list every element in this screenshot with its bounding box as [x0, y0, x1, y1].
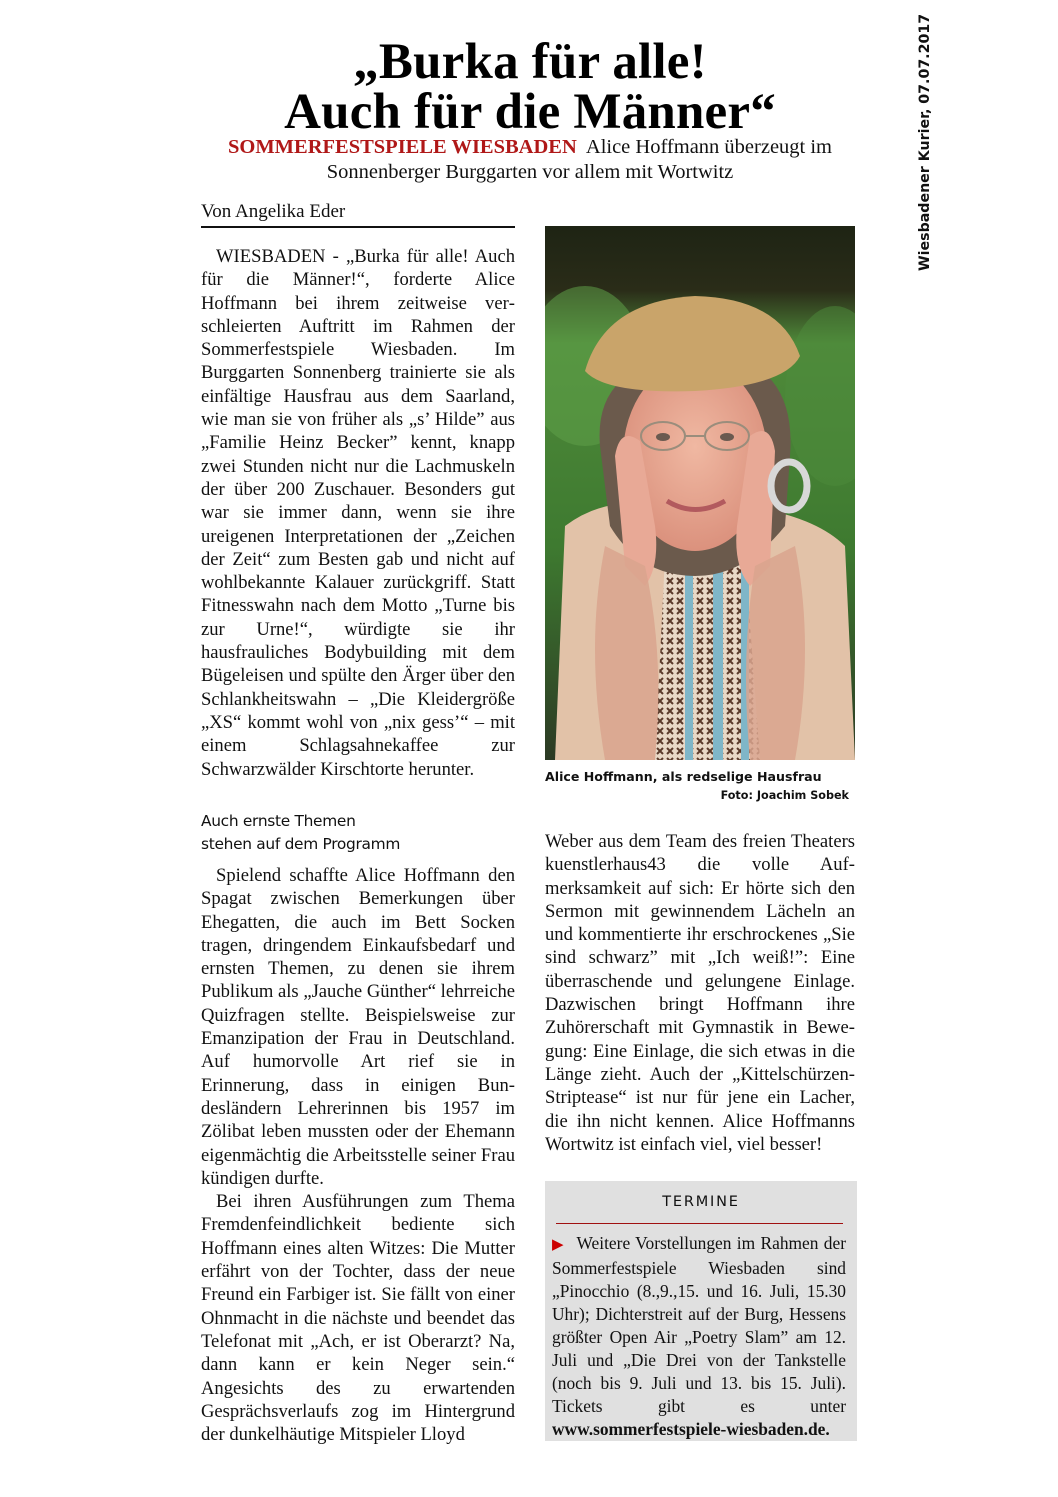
- article-paragraph-2: Spielend schaffte Alice Hoffmann den Spagat zwischen Bemerkungen über Ehegatten, die auch im Bett Socken tragen, dringendem Einkaufsbedarf und ernsten Themen, zu denen sie ihrem Publikum als „Jauche Günther“ lehrreiche Quizfragen stellte. Beispielsweise zur Emanzipation der Frau in Deutschland. Auf humorvolle Art rief sie in Erinnerung, dass in einigen Bundesländern Lehrerinnen bis 1957 im Zölibat leben mussten oder der Ehemann eigenmächtig die Arbeitsstelle seiner Frau kündigen durfte.: [201, 865, 515, 1189]
- article-paragraph-3: Bei ihren Ausführungen zum Thema Fremdenfeindlichkeit bediente sich Hoffmann eines alten Witzes: Die Mutter erfährt von der Tochter, dass der neue Freund ein Farbiger ist. Sie fällt von einer Ohnmacht in die nächste und beendet das Telefonat mit „Ach, er ist Oberarzt? Na, dann kann er kein Neger sein.“ Angesichts des zu erwartenden Gesprächsverlaufs zog im Hintergrund der dunkelhäutige Mitspieler Lloyd: [201, 1191, 515, 1446]
- photo-credit: Foto: Joachim Sobek: [720, 789, 849, 802]
- termine-text: Weitere Vorstellungen im Rahmen der Sommerfestspiele Wiesbaden sind „Pinocchio (8.,9.,15. und 16. Juli, 15.30 Uhr); Dichterstreit auf der Burg, Hessens größter Open Air „Poetry Slam” am 12. Juli und „Die Drei von der Tankstelle (noch bis 9. Juli und 13. bis 15. Juli). Tickets gibt es unter: [552, 1233, 846, 1416]
- subtitle-text: Alice Hoffmann überzeugt im: [585, 136, 833, 158]
- termine-url[interactable]: www.sommerfestspiele-wiesbaden.de.: [552, 1419, 830, 1439]
- article-column-left-top: [201, 245, 515, 781]
- play-arrow-icon: ▶: [552, 1237, 565, 1253]
- portrait-photo-illustration: [545, 226, 855, 760]
- byline: Von Angelika Eder: [201, 201, 346, 222]
- photo-caption: Alice Hoffmann, als redselige Hausfrau: [545, 769, 822, 784]
- subheading-line-1: Auch ernste Themen: [201, 812, 356, 830]
- subtitle-kicker: SOMMERFESTSPIELE WIESBADEN: [227, 136, 577, 158]
- source-label: Wiesbadener Kurier, 07.07.2017: [917, 13, 933, 271]
- section-subheading: [201, 810, 515, 856]
- article-column-left-bottom: [201, 864, 515, 1446]
- headline-line-1: „Burka für alle!: [353, 34, 707, 90]
- termine-heading: TERMINE: [662, 1194, 740, 1210]
- article-column-right: [545, 830, 855, 1156]
- termine-body: [552, 1232, 846, 1441]
- byline-divider: [201, 226, 515, 228]
- article-paragraph-4: Weber aus dem Team des freien Theaters kuenstlerhaus43 die volle Aufmerksamkeit auf sich: Er hörte sich den Sermon mit gewinnendem Lächeln an und kommentierte ihr erschrockenes „Sie sind schwarz” mit „Ich weiß!”: Eine überraschende und gelungene Einlage. Dazwischen bringt Hoffmann ihre Zuhörerschaft mit Gymnastik in Bewegung: Eine Einlage, die sich etwas in die Länge zieht. Auch der „Kittelschürzen-Striptease“ ist nur für jene ein Lacher, die ihn nicht kennen. Alice Hoffmanns Wortwitz ist einfach viel, viel besser!: [545, 831, 855, 1155]
- headline-line-2: Auch für die Männer“: [284, 84, 776, 140]
- subtitle-line-1: [150, 135, 910, 160]
- article-photo: [545, 226, 855, 760]
- article-paragraph-1: WIESBADEN - „Burka für alle! Auch für die Männer!“, forderte Alice Hoffmann bei ihrem zeitweise verschleierten Auftritt im Rahmen der Sommerfestspiele Wiesbaden. Im Burggarten Sonnenberg trainierte sie als einfältige Hausfrau aus dem Saarland, wie man sie von früher als „s’ Hilde” aus „Familie Heinz Becker” kennt, knapp zwei Stunden nicht nur die Lachmuskeln der über 200 Zuschauer. Besonders gut war sie immer dann, wenn sie ihre ureigenen Interpretationen der „Zeichen der Zeit“ zum Besten gab und nicht auf wohlbekannte Kalauer zurückgriff. Statt Fitnesswahn nach dem Motto „Turne bis zur Urne!“, würdigte sie ihr hausfrauliches Bodybuilding mit dem Bügeleisen und spülte den Ärger über den Schlankheitswahn – „Die Kleidergröße „XS“ kommt wohl von „nix gess’“ – mit einem Schlagsahnekaffee zur Schwarzwälder Kirschtorte herunter.: [201, 246, 515, 780]
- subtitle-line-2: Sonnenberger Burggarten vor allem mit Wortwitz: [326, 161, 734, 183]
- subheading-line-2: stehen auf dem Programm: [201, 835, 401, 853]
- termine-divider: [556, 1223, 843, 1224]
